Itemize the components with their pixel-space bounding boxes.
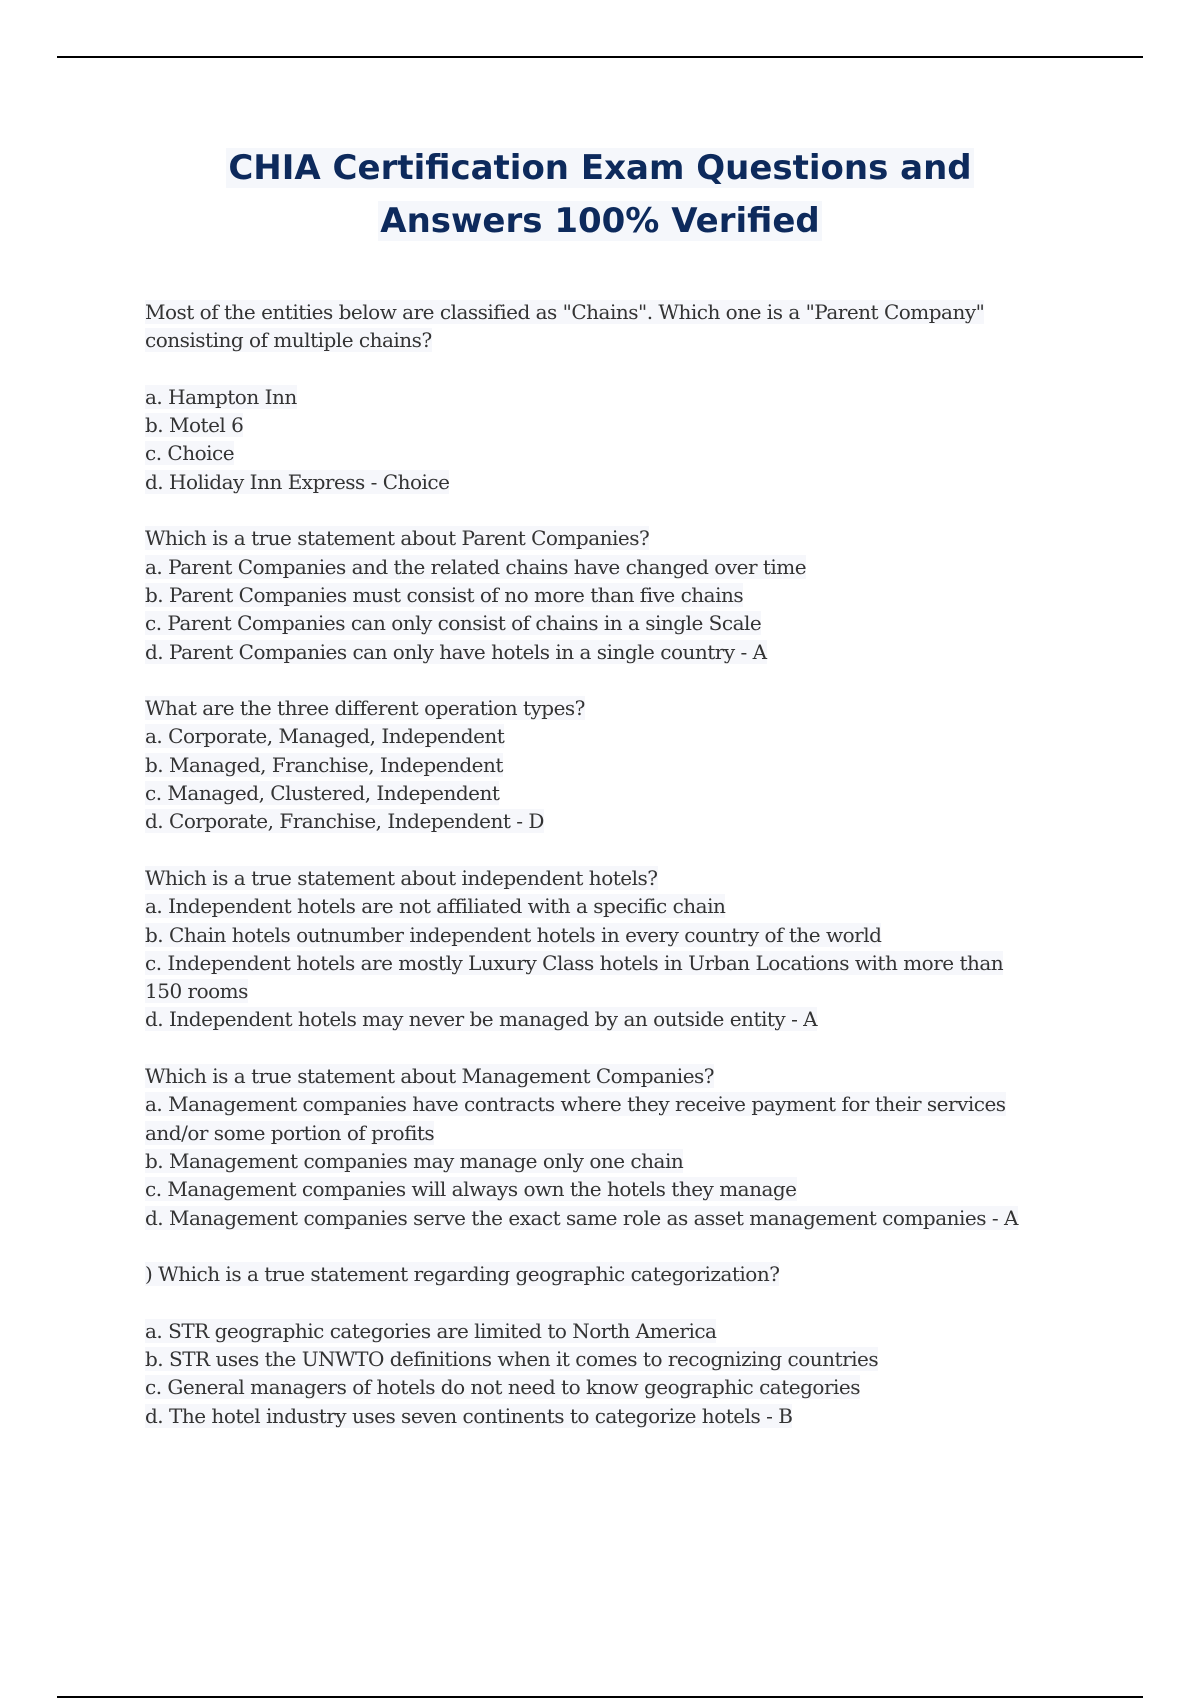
answer-option: b. STR uses the UNWTO definitions when it comes to recognizing countries	[145, 1346, 879, 1371]
answer-option: 150 rooms	[145, 979, 248, 1004]
answer-option: b. Management companies may manage only one chain	[145, 1148, 684, 1173]
question-block	[145, 298, 1075, 496]
answer-option: a. STR geographic categories are limited to North America	[145, 1318, 717, 1343]
spacer	[145, 496, 1075, 524]
answer-option: b. Motel 6	[145, 413, 244, 438]
answer-option: c. Parent Companies can only consist of chains in a single Scale	[145, 611, 762, 636]
answer-option: c. Choice	[145, 441, 235, 466]
spacer	[145, 355, 1075, 383]
question-stem: ) Which is a true statement regarding geographic categorization?	[145, 1262, 780, 1287]
answer-option: and/or some portion of profits	[145, 1120, 435, 1145]
question-stem: Which is a true statement about Parent Companies?	[145, 526, 650, 551]
answer-option: a. Independent hotels are not affiliated with a specific chain	[145, 894, 726, 919]
question-stem: Which is a true statement about independent hotels?	[145, 865, 658, 890]
answer-option: a. Parent Companies and the related chains have changed over time	[145, 554, 807, 579]
answer-option: a. Management companies have contracts where they receive payment for their services	[145, 1092, 1006, 1117]
bottom-rule	[57, 1696, 1143, 1698]
spacer	[145, 836, 1075, 864]
title-line-2: Answers 100% Verified	[380, 201, 820, 241]
question-stem: What are the three different operation types?	[145, 696, 585, 721]
spacer	[145, 1034, 1075, 1062]
answer-option: d. The hotel industry uses seven continents to categorize hotels - B	[145, 1403, 793, 1428]
question-block	[145, 524, 1075, 665]
answer-option: d. Independent hotels may never be managed by an outside entity - A	[145, 1007, 818, 1032]
answer-option: a. Hampton Inn	[145, 384, 297, 409]
answer-option: d. Holiday Inn Express - Choice	[145, 469, 450, 494]
answer-option: d. Management companies serve the exact same role as asset management companies - A	[145, 1205, 1018, 1230]
question-stem: Which is a true statement about Management Companies?	[145, 1064, 715, 1089]
answer-option: b. Managed, Franchise, Independent	[145, 752, 503, 777]
answer-option: c. Managed, Clustered, Independent	[145, 781, 500, 806]
title-line-1: CHIA Certification Exam Questions and	[228, 148, 972, 188]
answer-option: c. General managers of hotels do not need to know geographic categories	[145, 1375, 860, 1400]
question-stem: Most of the entities below are classified as "Chains". Which one is a "Parent Company"	[145, 300, 985, 324]
question-block	[145, 864, 1075, 1034]
answer-option: c. Independent hotels are mostly Luxury Class hotels in Urban Locations with more than	[145, 950, 1004, 975]
spacer	[145, 666, 1075, 694]
document-title	[0, 142, 1200, 248]
answer-option: b. Chain hotels outnumber independent hotels in every country of the world	[145, 922, 882, 947]
answer-option: c. Management companies will always own the hotels they manage	[145, 1177, 797, 1202]
question-block	[145, 694, 1075, 835]
answer-option: a. Corporate, Managed, Independent	[145, 724, 505, 749]
top-rule	[57, 56, 1143, 58]
answer-option: d. Parent Companies can only have hotels in a single country - A	[145, 639, 767, 664]
question-block	[145, 1260, 1075, 1430]
answer-option: b. Parent Companies must consist of no more than five chains	[145, 582, 744, 607]
question-list	[145, 298, 1075, 1430]
question-stem: consisting of multiple chains?	[145, 328, 432, 353]
answer-option: d. Corporate, Franchise, Independent - D	[145, 809, 544, 834]
question-block	[145, 1062, 1075, 1232]
spacer	[145, 1288, 1075, 1316]
spacer	[145, 1232, 1075, 1260]
